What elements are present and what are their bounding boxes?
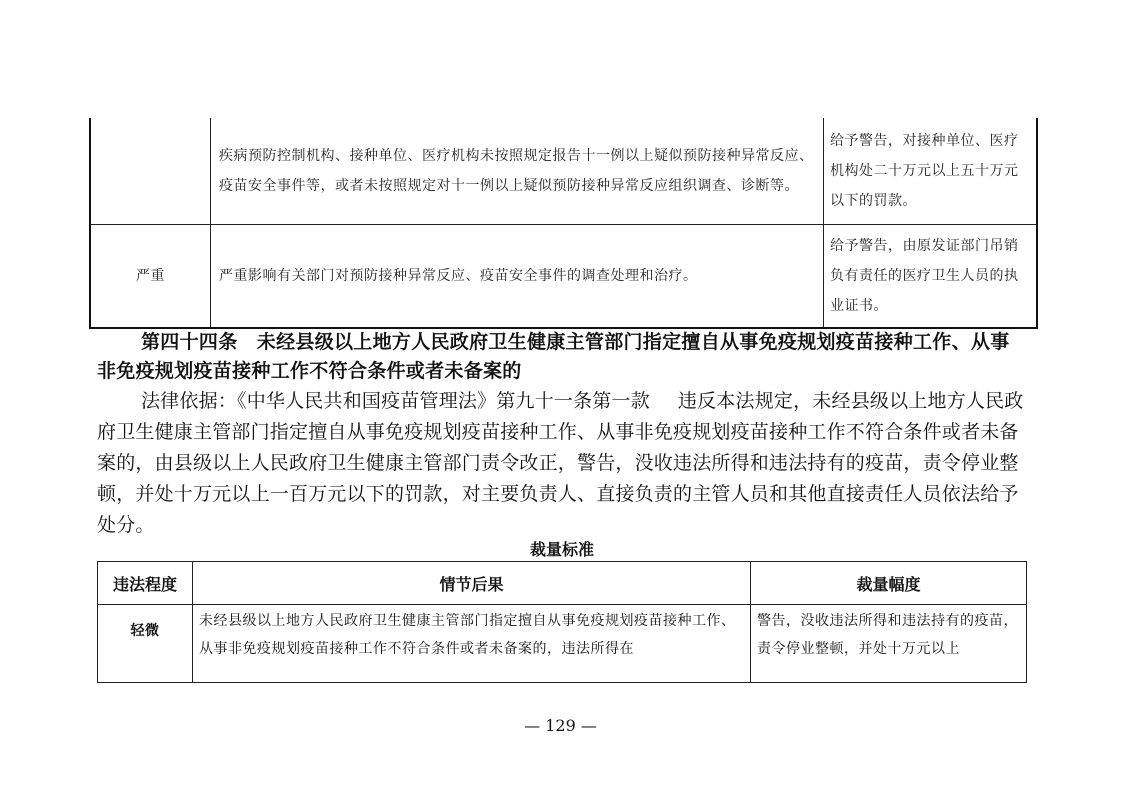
legal-basis-label: 法律依据：《中华人民共和国疫苗管理法》第九十一条第一款 — [141, 390, 650, 412]
table-row — [98, 605, 1027, 683]
level-cell: 严重 — [90, 225, 211, 329]
standard-title: 裁量标准 — [529, 540, 594, 559]
circumstance-cell: 疾病预防控制机构、接种单位、医疗机构未按照规定报告十一例以上疑似预防接种异常反应、疫苗安全事件等，或者未按照规定对十一例以上疑似预防接种异常反应组织调查、诊断等。 — [211, 118, 824, 225]
legal-basis-text: 违反本法规定，未经县级以上地方人民政府卫生健康主管部门指定擅自从事免疫规划疫苗接种工作、从事非免疫规划疫苗接种工作不符合条件或者未备案的，由县级以上人民政府卫生健康主管部门责令改正，警告，没收违法所得和违法持有的疫苗，责令停业整顿，并处十万元以上一百万元以下的罚款，对主要负责人、直接负责的主管人员和其他直接责任人员依法给予处分。 — [97, 390, 1024, 536]
page-number: — 129 — — [524, 716, 597, 735]
legal-basis-paragraph — [97, 386, 1027, 541]
circumstance-cell: 严重影响有关部门对预防接种异常反应、疫苗安全事件的调查处理和治疗。 — [211, 225, 824, 329]
header-level: 违法程度 — [98, 562, 193, 605]
table-header-row — [98, 562, 1027, 605]
table-row — [90, 118, 1037, 225]
penalty-cell: 给予警告，由原发证部门吊销负有责任的医疗卫生人员的执业证书。 — [824, 225, 1038, 329]
discretion-standard-table — [97, 561, 1027, 683]
header-penalty: 裁量幅度 — [751, 562, 1027, 605]
article-heading: 第四十四条 未经县级以上地方人民政府卫生健康主管部门指定擅自从事免疫规划疫苗接种工作、从事非免疫规划疫苗接种工作不符合条件或者未备案的 — [97, 331, 1010, 382]
penalty-cell: 给予警告，对接种单位、医疗机构处二十万元以上五十万元以下的罚款。 — [824, 118, 1038, 225]
penalty-table-continued — [89, 118, 1038, 329]
level-cell: 轻微 — [98, 605, 193, 683]
penalty-cell: 警告，没收违法所得和违法持有的疫苗，责令停业整顿，并处十万元以上 — [751, 605, 1027, 683]
table-row — [90, 225, 1037, 329]
level-cell — [90, 118, 211, 225]
circumstance-cell: 未经县级以上地方人民政府卫生健康主管部门指定擅自从事免疫规划疫苗接种工作、从事非免疫规划疫苗接种工作不符合条件或者未备案的，违法所得在 — [193, 605, 751, 683]
header-circumstance: 情节后果 — [193, 562, 751, 605]
